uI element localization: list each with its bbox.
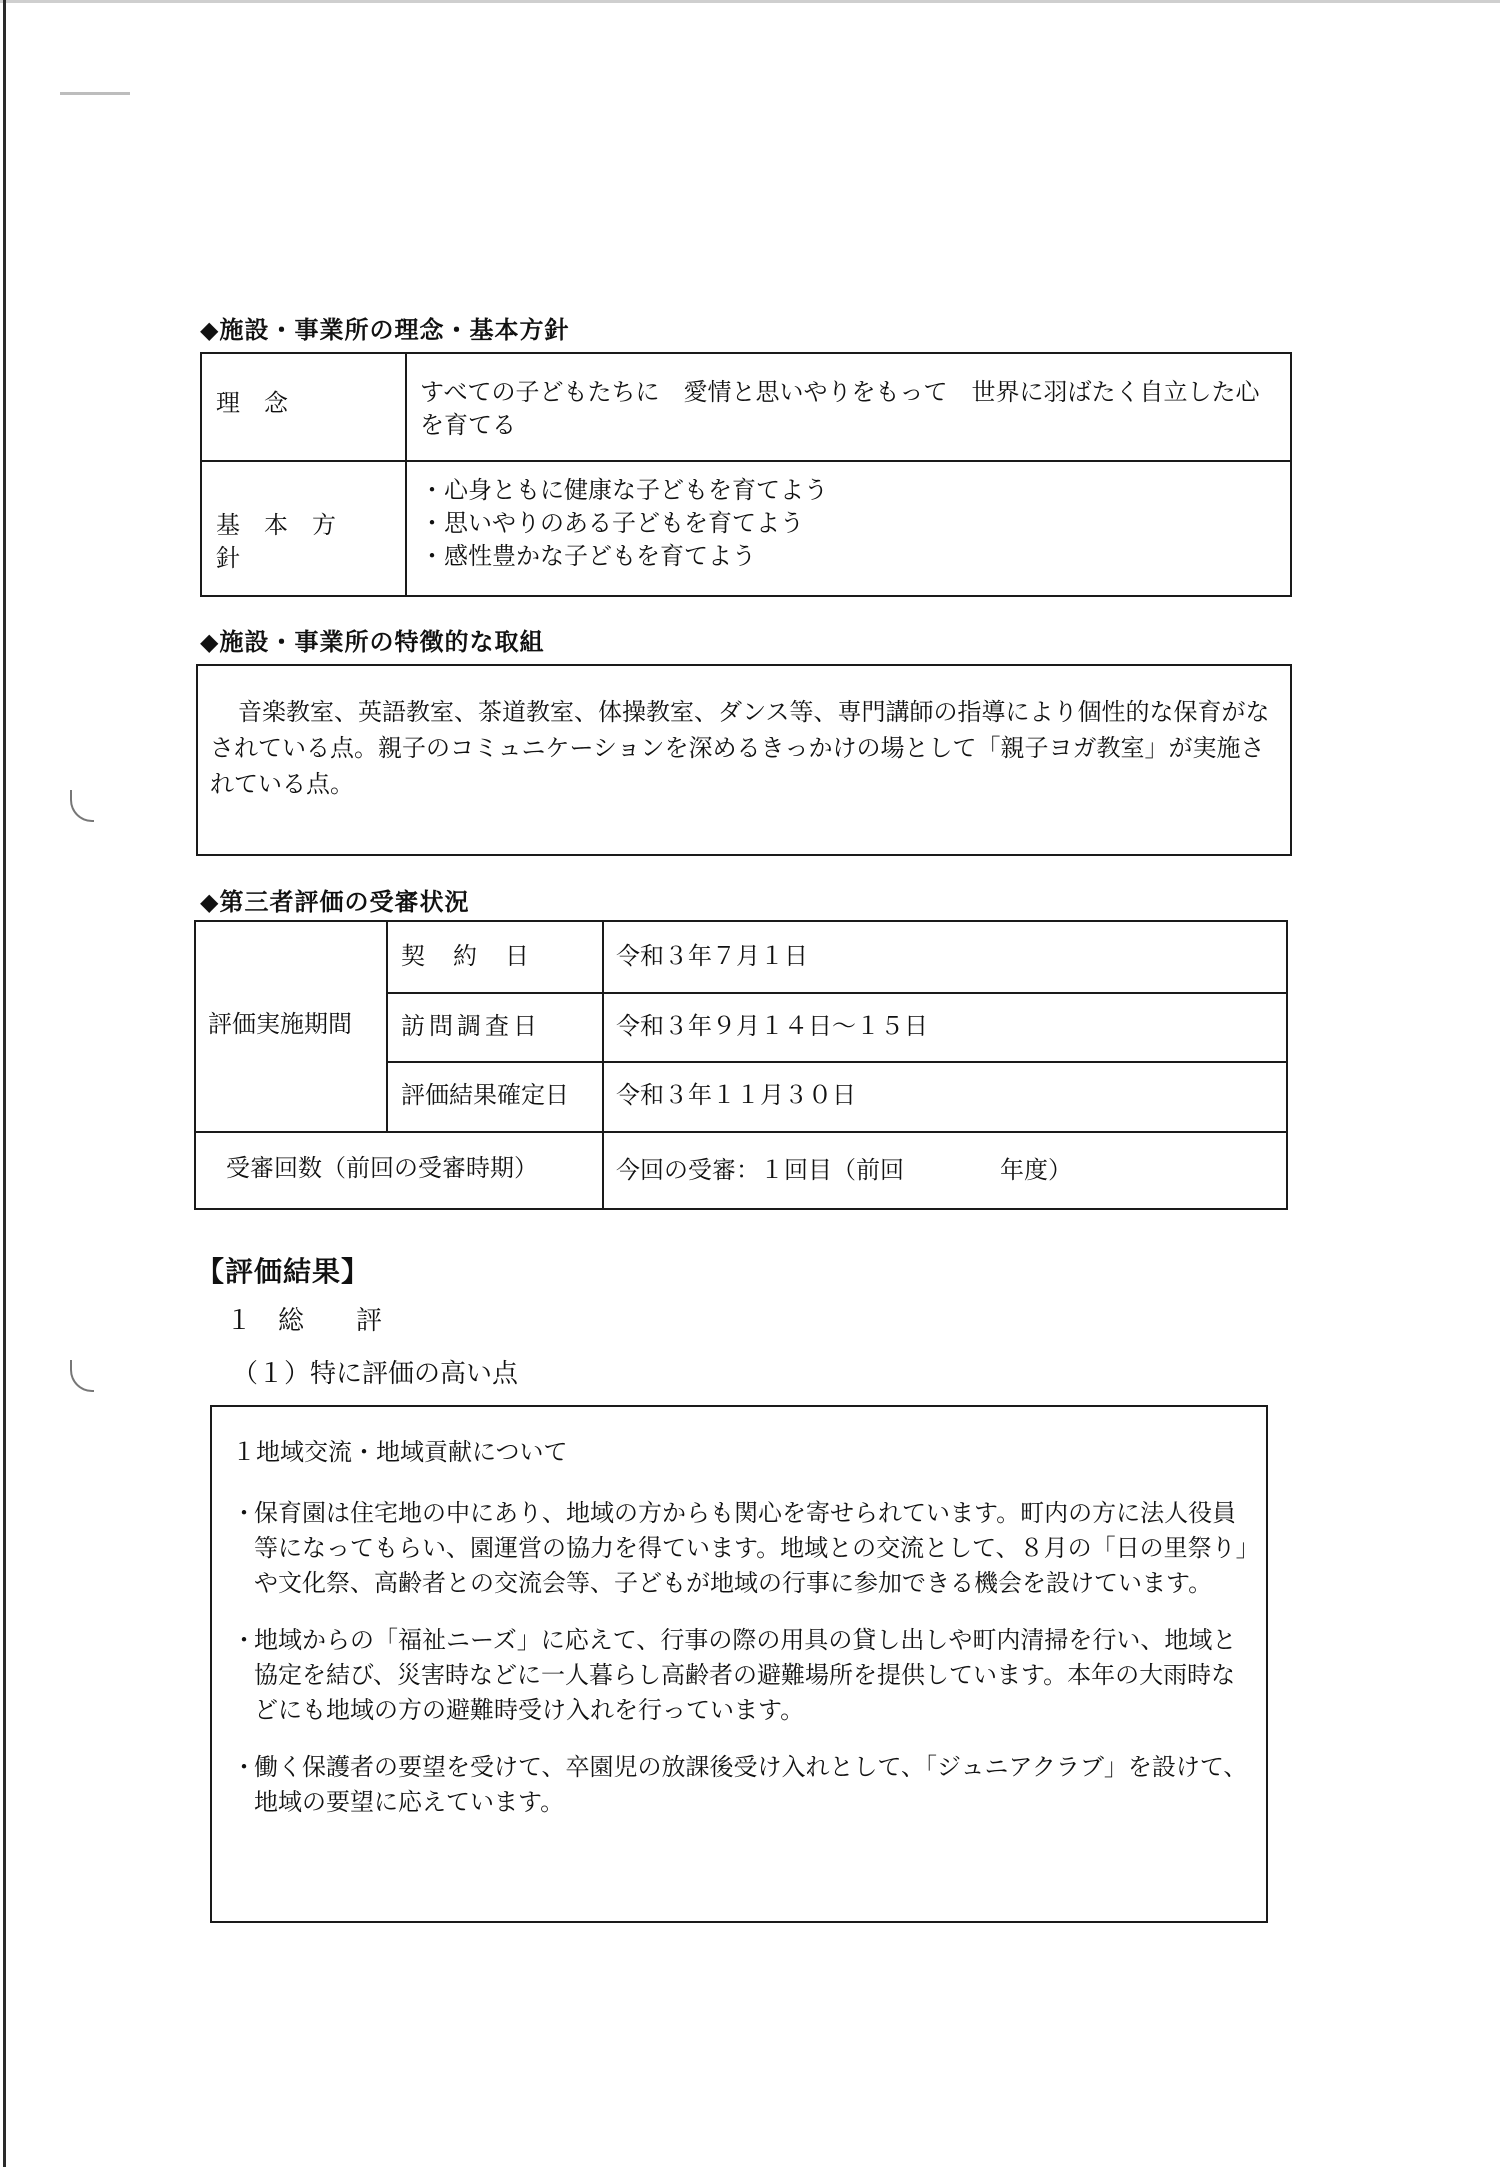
houshin-item: ・思いやりのある子どもを育てよう (420, 509, 804, 537)
contract-date-label: 契 約 日 (401, 942, 531, 970)
review-count-label: 受審回数（前回の受審時期） (226, 1154, 538, 1182)
houshin-label: 基本方針 (216, 511, 360, 572)
review-count-value: 今回の受審：１回目（前回 年度） (616, 1156, 1072, 1184)
table-divider (386, 1061, 1286, 1063)
review-heading: ◆第三者評価の受審状況 (200, 888, 470, 916)
philosophy-heading: ◆施設・事業所の理念・基本方針 (200, 316, 570, 344)
table-divider (405, 354, 407, 595)
bullet-mark: ・ (232, 1626, 256, 1654)
table-divider (386, 922, 388, 1131)
bullet-mark: ・ (232, 1753, 256, 1781)
features-text: 音楽教室、英語教室、茶道教室、体操教室、ダンス等、専門講師の指導により個性的な保育がなされている点。親子のコミュニケーションを深めるきっかけの場として「親子ヨガ教室」が実施されている点。 (210, 698, 1270, 798)
table-divider (202, 460, 1290, 462)
features-heading: ◆施設・事業所の特徴的な取組 (200, 628, 545, 656)
results-box-title: １地域交流・地域貢献について (232, 1438, 568, 1466)
result-date-value: 令和３年１１月３０日 (616, 1081, 856, 1109)
results-subsection-heading: （１）特に評価の高い点 (232, 1359, 519, 1389)
result-bullet-text: 働く保護者の要望を受けて、卒園児の放課後受け入れとして、「ジュニアクラブ」を設けて、地域の要望に応えています。 (254, 1753, 1248, 1816)
results-subheading: １ 総 評 (226, 1306, 383, 1336)
period-label: 評価実施期間 (208, 1010, 352, 1038)
table-divider (386, 992, 1286, 994)
result-bullet-text: 保育園は住宅地の中にあり、地域の方からも関心を寄せられています。町内の方に法人役員等になってもらい、園運営の協力を得ています。地域との交流として、８月の「日の里祭り」や文化祭、高齢者との交流会等、子どもが地域の行事に参加できる機会を設けています。 (254, 1499, 1248, 1597)
punch-hole-mark (70, 1360, 94, 1392)
features-box (196, 664, 1292, 856)
punch-hole-mark (70, 790, 94, 822)
houshin-item: ・感性豊かな子どもを育てよう (420, 542, 756, 570)
review-table (194, 920, 1288, 1210)
rinen-text: すべての子どもたちに 愛情と思いやりをもって 世界に羽ばたく自立した心を育てる (420, 378, 1260, 439)
visit-date-value: 令和３年９月１４日～１５日 (616, 1012, 928, 1040)
philosophy-table (200, 352, 1292, 597)
table-divider (602, 922, 604, 1208)
result-bullet (232, 1496, 1248, 1601)
results-heading: 【評価結果】 (196, 1255, 371, 1288)
table-divider (196, 1131, 1286, 1133)
page-edge-left (3, 0, 6, 2167)
houshin-item: ・心身ともに健康な子どもを育てよう (420, 476, 828, 504)
rinen-label (216, 387, 391, 420)
bullet-mark: ・ (232, 1499, 256, 1527)
result-date-label: 評価結果確定日 (401, 1081, 569, 1109)
page-edge (0, 0, 1500, 3)
scan-mark (60, 92, 130, 95)
result-bullet-text: 地域からの「福祉ニーズ」に応えて、行事の際の用具の貸し出しや町内清掃を行い、地域と協定を結び、災害時などに一人暮らし高齢者の避難場所を提供しています。本年の大雨時などにも地域の方の避難時受け入れを行っています。 (254, 1626, 1237, 1724)
result-bullet (232, 1750, 1248, 1820)
visit-date-label: 訪問調査日 (401, 1012, 541, 1040)
result-bullet (232, 1623, 1248, 1728)
rinen-label-text: 理 念 (216, 389, 288, 417)
contract-date-value: 令和３年７月１日 (616, 942, 808, 970)
houshin-list (420, 474, 1278, 573)
results-box (210, 1405, 1268, 1923)
